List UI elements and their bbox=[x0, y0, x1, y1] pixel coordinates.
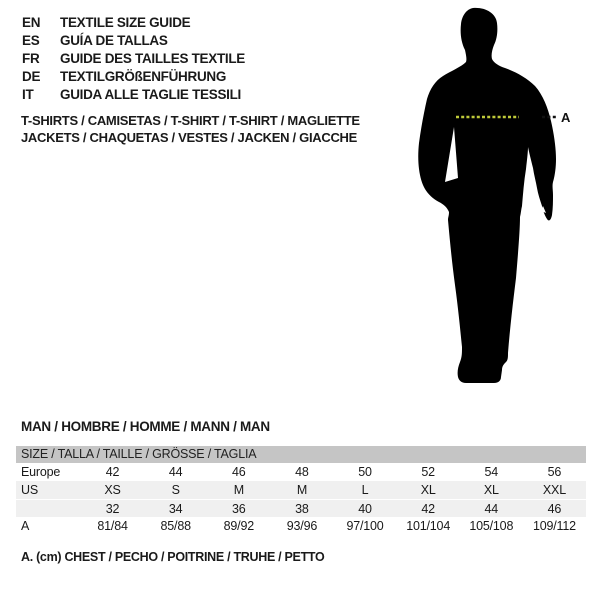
size-value: 109/112 bbox=[533, 519, 576, 533]
row-label: US bbox=[21, 483, 38, 497]
size-table bbox=[16, 446, 586, 535]
size-value: 85/88 bbox=[160, 519, 191, 533]
size-value: 42 bbox=[421, 501, 435, 516]
row-label: A bbox=[21, 519, 30, 533]
size-value: 56 bbox=[547, 465, 562, 479]
size-value: 89/92 bbox=[223, 519, 254, 533]
garment-categories bbox=[21, 112, 360, 146]
chest-measure-footnote: A. (cm) CHEST / PECHO / POITRINE / TRUHE / PETTO bbox=[21, 550, 325, 564]
language-list bbox=[22, 14, 245, 104]
table-row-europe bbox=[16, 463, 586, 481]
size-value: 38 bbox=[295, 501, 309, 516]
size-value: XS bbox=[104, 483, 121, 497]
size-value: 46 bbox=[232, 465, 246, 479]
language-code: DE bbox=[22, 69, 41, 84]
language-row-de bbox=[22, 68, 245, 86]
size-value: 44 bbox=[168, 465, 183, 479]
table-row-chest-a bbox=[16, 517, 586, 535]
size-value: 105/108 bbox=[469, 519, 514, 533]
category-jackets: JACKETS / CHAQUETAS / VESTES / JACKEN / GIACCHE bbox=[21, 130, 357, 145]
section-title-man: MAN / HOMBRE / HOMME / MANN / MAN bbox=[21, 419, 270, 434]
size-value: 40 bbox=[358, 501, 372, 516]
size-value: 93/96 bbox=[286, 519, 318, 533]
man-silhouette-figure bbox=[415, 0, 585, 400]
language-title: TEXTILGRÖßENFÜHRUNG bbox=[60, 69, 227, 84]
size-value: 44 bbox=[484, 501, 499, 516]
language-row-it bbox=[22, 86, 245, 104]
size-value: L bbox=[361, 483, 369, 497]
language-row-fr bbox=[22, 50, 245, 68]
size-value: S bbox=[171, 483, 180, 497]
size-value: 81/84 bbox=[97, 519, 128, 533]
language-code: ES bbox=[22, 33, 40, 48]
size-value: 101/104 bbox=[406, 519, 451, 533]
size-value: 32 bbox=[105, 501, 120, 516]
language-title: GUIDE DES TAILLES TEXTILE bbox=[60, 51, 246, 66]
size-value: M bbox=[296, 483, 308, 497]
size-table-header: SIZE / TALLA / TAILLE / GRÖSSE / TAGLIA bbox=[16, 446, 586, 463]
size-value: 48 bbox=[295, 465, 309, 479]
table-row-alt-sizes bbox=[16, 499, 586, 517]
row-label: Europe bbox=[21, 465, 61, 479]
size-value: XXL bbox=[542, 483, 566, 497]
size-value: XL bbox=[483, 483, 499, 497]
size-value: 54 bbox=[484, 465, 499, 479]
language-code: IT bbox=[22, 87, 34, 102]
man-silhouette-svg bbox=[415, 0, 585, 400]
size-value: 52 bbox=[421, 465, 435, 479]
size-value: 36 bbox=[232, 501, 246, 516]
language-code: EN bbox=[22, 15, 41, 30]
size-value: 50 bbox=[358, 465, 372, 479]
size-value: 97/100 bbox=[346, 519, 384, 533]
language-row-en bbox=[22, 14, 245, 32]
size-value: M bbox=[233, 483, 244, 497]
category-tshirts: T-SHIRTS / CAMISETAS / T-SHIRT / T-SHIRT / MAGLIETTE bbox=[21, 113, 360, 128]
size-value: XL bbox=[420, 483, 436, 497]
measure-label-a: A bbox=[561, 110, 571, 125]
size-value: 34 bbox=[168, 501, 183, 516]
language-row-es bbox=[22, 32, 245, 50]
man-silhouette bbox=[418, 8, 556, 383]
size-value: 42 bbox=[105, 465, 120, 479]
language-title: GUÍA DE TALLAS bbox=[60, 33, 168, 48]
language-title: TEXTILE SIZE GUIDE bbox=[60, 15, 191, 30]
language-title: GUIDA ALLE TAGLIE TESSILI bbox=[60, 87, 241, 102]
language-code: FR bbox=[22, 51, 40, 66]
size-value: 46 bbox=[547, 501, 562, 516]
table-row-us bbox=[16, 481, 586, 499]
